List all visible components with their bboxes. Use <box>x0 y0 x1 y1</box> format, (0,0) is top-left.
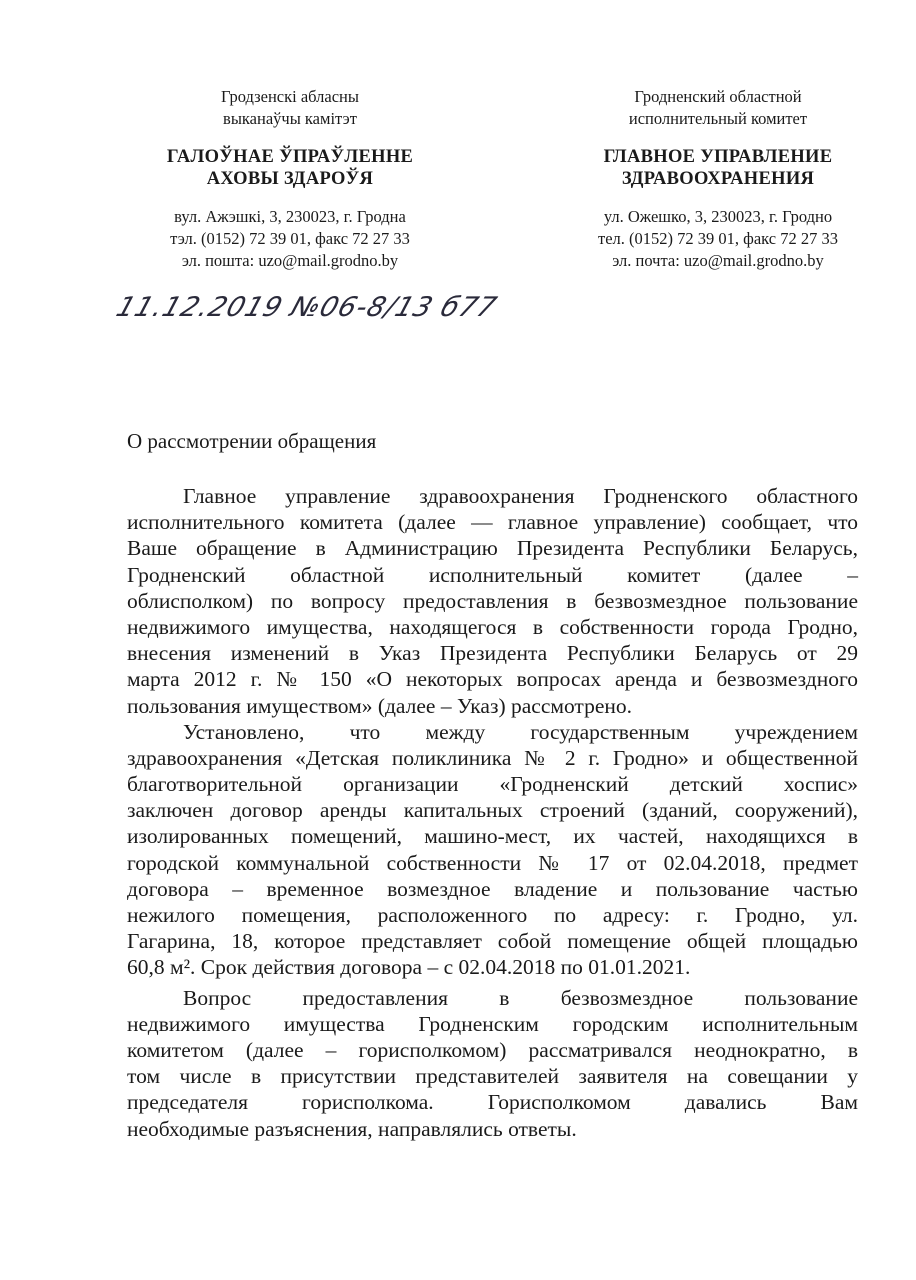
text-line: необходимые разъяснения, направлялись ответы. <box>127 1116 577 1141</box>
text-line: изолированных помещений, машино-мест, их частей, находящихся в <box>127 824 858 849</box>
org-name-line2: исполнительный комитет <box>628 109 808 128</box>
text-line: заключен договор аренды капитальных строений (зданий, сооружений), <box>127 798 858 823</box>
org-name-line1: Гродненский областной <box>634 87 802 106</box>
text-line: Главное управление здравоохранения Гродненского областного <box>183 484 858 508</box>
text-line: председателя горисполкома. Горисполкомом давались Вам <box>127 1090 858 1115</box>
text-line: благотворительной организации «Гродненский детский хоспис» <box>127 772 858 797</box>
text-line: здравоохранения «Детская поликлиника № 2 г. Гродно» и общественной <box>127 745 858 770</box>
text-line: облисполком) по вопросу предоставления в безвозмездное пользование <box>127 588 858 613</box>
text-line: Гагарина, 18, которое представляет собой помещение общей площадью <box>127 929 858 954</box>
department-line1: ГАЛОЎНАЕ ЎПРАЎЛЕННЕ <box>166 147 414 167</box>
text-line: исполнительного комитета (далее — главное управление) сообщает, что <box>127 510 858 535</box>
text-line: внесения изменений в Указ Президента Республики Беларусь от 29 <box>127 641 858 666</box>
department-name <box>120 146 460 190</box>
text-line: Ваше обращение в Администрацию Президента Республики Беларусь, <box>127 536 858 561</box>
text-line: недвижимого имущества, находящегося в собственности города Гродно, <box>127 614 858 639</box>
contact-block <box>548 206 888 272</box>
contact-block <box>120 206 460 272</box>
paragraph <box>127 483 858 719</box>
text-line: нежилого помещения, расположенного по адресу: г. Гродно, ул. <box>127 903 858 927</box>
department-name <box>548 146 888 190</box>
email: эл. пошта: uzo@mail.grodno.by <box>181 251 399 270</box>
letterhead-belarusian <box>120 86 460 272</box>
phone: тэл. (0152) 72 39 01, факс 72 27 33 <box>170 229 410 248</box>
address: ул. Ожешко, 3, 230023, г. Гродно <box>603 207 833 226</box>
text-line: 60,8 м². Срок действия договора – с 02.04.2018 по 01.01.2021. <box>127 955 691 980</box>
address: вул. Ажэшкі, 3, 230023, г. Гродна <box>174 207 406 226</box>
text-line: марта 2012 г. № 150 «О некоторых вопросах аренда и безвозмездного <box>127 667 858 692</box>
handwritten-date-reference: 11.12.2019 №06-8/13 б77 <box>112 292 501 323</box>
text-line: Установлено, что между государственным учреждением <box>183 719 858 744</box>
text-line: пользования имуществом» (далее – Указ) рассмотрено. <box>127 693 633 718</box>
text-line: комитетом (далее – горисполкомом) рассматривался неоднократно, в <box>127 1037 858 1062</box>
org-name-line2: выканаўчы камітэт <box>223 109 357 128</box>
text-line: городской коммунальной собственности № 17 от 02.04.2018, предмет <box>127 850 858 875</box>
text-line: Вопрос предоставления в безвозмездное пользование <box>183 985 858 1010</box>
department-line2: АХОВЫ ЗДАРОЎЯ <box>206 169 374 189</box>
org-name-line1: Гродзенскі абласны <box>221 87 359 106</box>
phone: тел. (0152) 72 39 01, факс 72 27 33 <box>598 229 838 248</box>
text-line: недвижимого имущества Гродненским городским исполнительным <box>127 1011 858 1036</box>
letter-body <box>127 483 858 1142</box>
text-line: договора – временное возмездное владение и пользование частью <box>127 876 858 901</box>
letter-subject: О рассмотрении обращения <box>127 429 377 453</box>
paragraph <box>127 719 858 981</box>
paragraph <box>127 985 858 1142</box>
email: эл. почта: uzo@mail.grodno.by <box>612 251 824 270</box>
department-line1: ГЛАВНОЕ УПРАВЛЕНИЕ <box>603 147 833 167</box>
letterhead-russian <box>548 86 888 272</box>
text-line: Гродненский областной исполнительный комитет (далее – <box>127 562 858 587</box>
department-line2: ЗДРАВООХРАНЕНИЯ <box>621 169 815 189</box>
text-line: том числе в присутствии представителей заявителя на совещании у <box>127 1064 858 1089</box>
